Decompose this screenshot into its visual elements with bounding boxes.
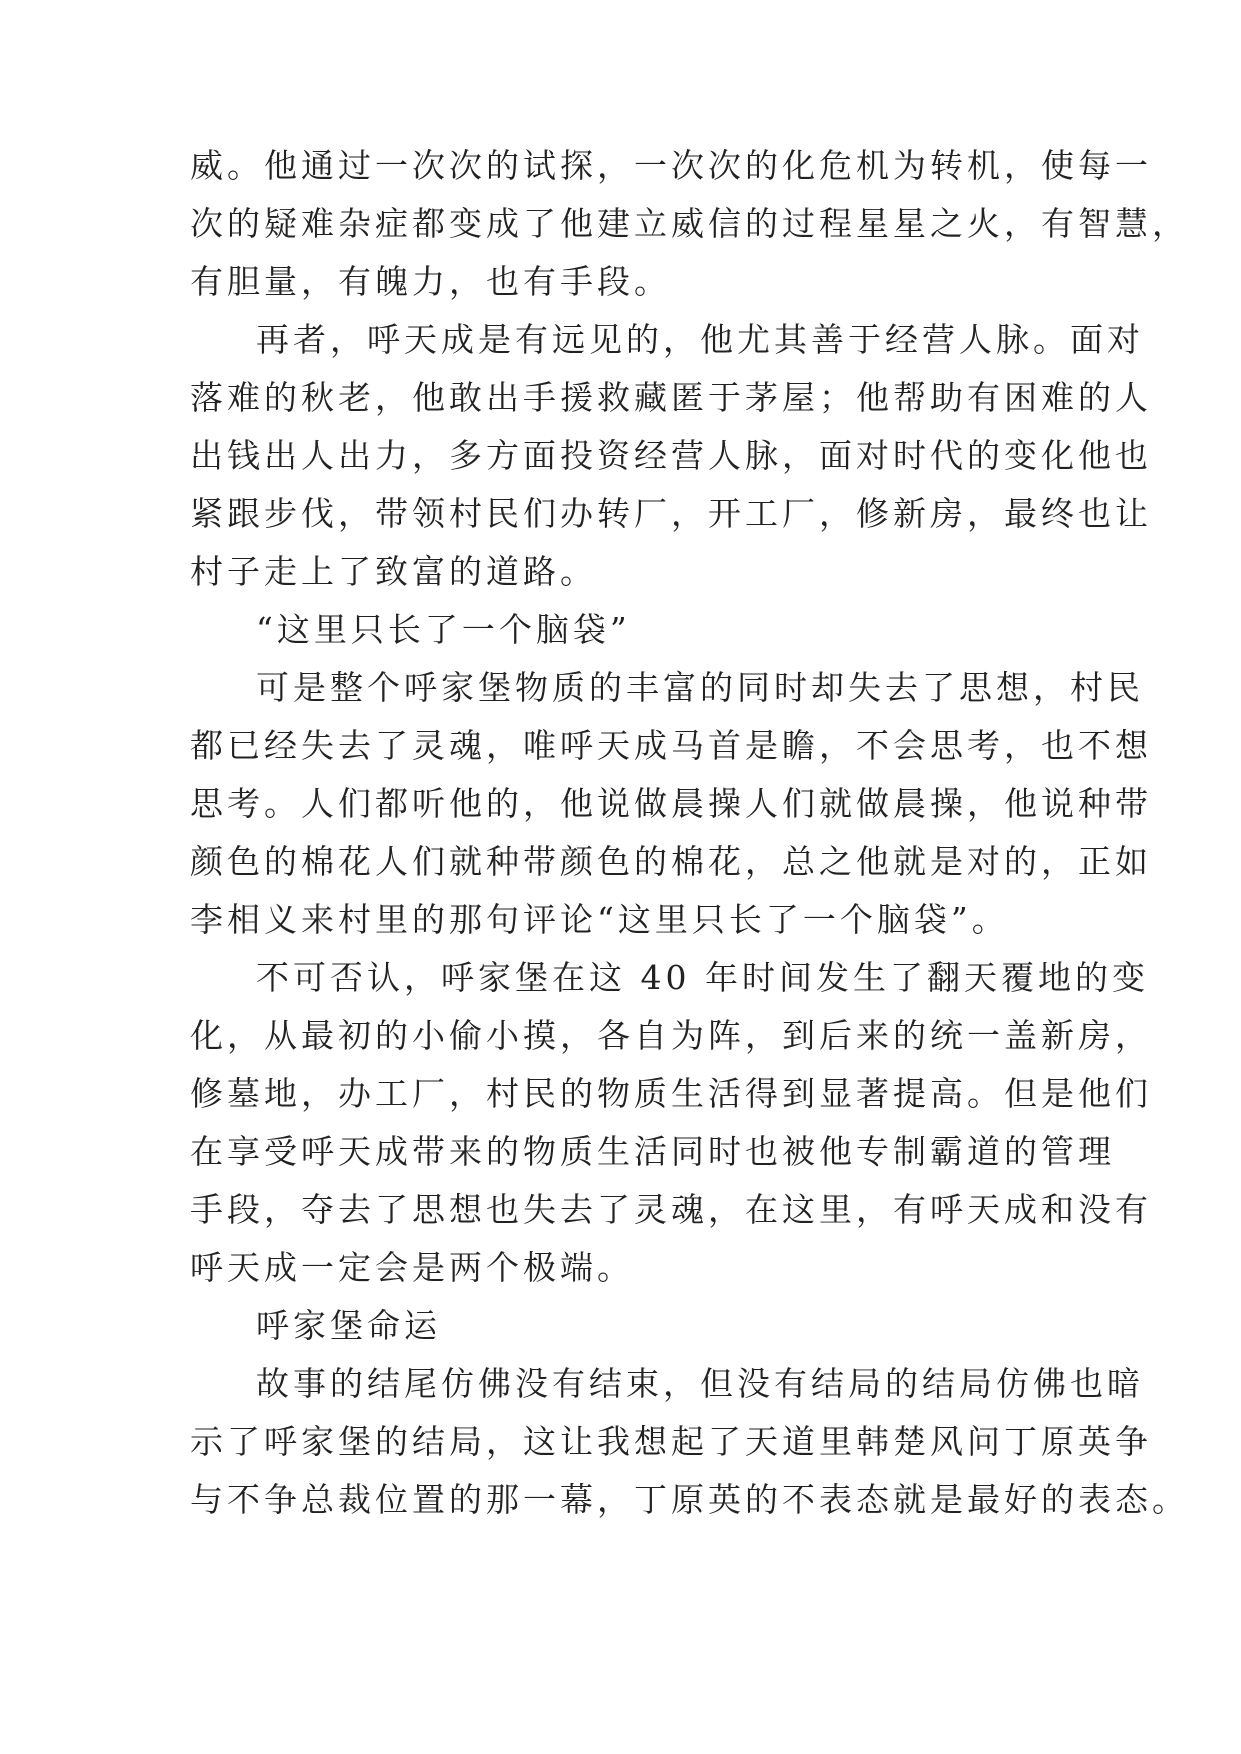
text-line: 紧跟步伐，带领村民们办转厂，开工厂，修新房，最终也让 [190,494,1152,533]
section-heading: “这里只长了一个脑袋” [256,610,631,649]
text-line: 李相义来村里的那句评论“这里只长了一个脑袋”。 [190,900,1009,939]
text-line: 威。他通过一次次的试探，一次次的化危机为转机，使每一 [190,146,1152,185]
text-line: 思考。人们都听他的，他说做晨操人们就做晨操，他说种带 [190,784,1152,823]
text-line: 落难的秋老，他敢出手援救藏匿于茅屋；他帮助有困难的人 [190,378,1152,417]
text-line: 与不争总裁位置的那一幕，丁原英的不表态就是最好的表态。 [190,1480,1189,1519]
text-line: 村子走上了致富的道路。 [190,552,597,591]
text-line: 次的疑难杂症都变成了他建立威信的过程星星之火，有智慧， [190,204,1189,243]
text-line: 都已经失去了灵魂，唯呼天成马首是瞻，不会思考，也不想 [190,726,1152,765]
text-line: 在享受呼天成带来的物质生活同时也被他专制霸道的管理 [190,1132,1115,1171]
text-line: 示了呼家堡的结局，这让我想起了天道里韩楚风问丁原英争 [190,1422,1152,1461]
text-line: 颜色的棉花人们就种带颜色的棉花，总之他就是对的，正如 [190,842,1152,881]
text-line: 手段，夺去了思想也失去了灵魂，在这里，有呼天成和没有 [190,1190,1152,1229]
text-line: 故事的结尾仿佛没有结束，但没有结局的结局仿佛也暗 [256,1364,1144,1403]
text-line: 有胆量，有魄力，也有手段。 [190,262,671,301]
text-line: 出钱出人出力，多方面投资经营人脉，面对时代的变化他也 [190,436,1152,475]
text-line: 可是整个呼家堡物质的丰富的同时却失去了思想，村民 [256,668,1144,707]
text-line: 修墓地，办工厂，村民的物质生活得到显著提高。但是他们 [190,1074,1152,1113]
text-line: 再者，呼天成是有远见的，他尤其善于经营人脉。面对 [256,320,1144,359]
text-line: 化，从最初的小偷小摸，各自为阵，到后来的统一盖新房， [190,1016,1152,1055]
text-line: 呼天成一定会是两个极端。 [190,1248,634,1287]
section-heading: 呼家堡命运 [256,1306,441,1345]
text-line: 不可否认，呼家堡在这 40 年时间发生了翻天覆地的变 [256,958,1149,997]
